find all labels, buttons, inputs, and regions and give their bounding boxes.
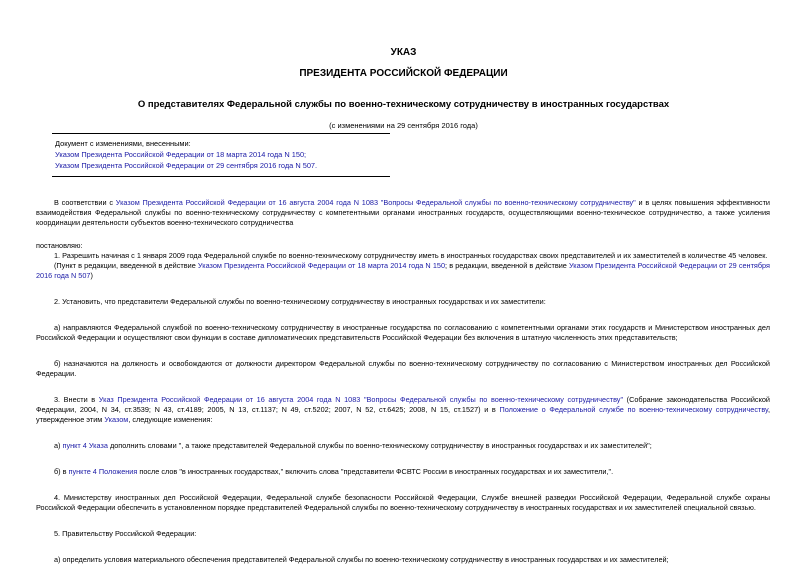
document-body bbox=[36, 198, 770, 565]
item-2a: а) направляются Федеральной службой по военно-техническому сотрудничеству в иностранные государства по согласованию с компетентными органами этих государств и Министерством иностранных дел Российской Федерации и осуществляют свои функции в составе дипломатических представительств Российской Федерации без включения в штатную численность этих представительств; bbox=[36, 323, 770, 342]
item-5: 5. Правительству Российской Федерации: bbox=[54, 529, 197, 538]
decree-point-4-link[interactable]: пункт 4 Указа bbox=[62, 441, 108, 450]
decree-1083-link[interactable]: Указом Президента Российской Федерации от 16 августа 2004 года N 1083 "Вопросы Федеральной службы по военно-техническому сотрудничеству" bbox=[115, 198, 636, 207]
decree-word: постановляю: bbox=[36, 241, 83, 250]
regulation-point-4-link[interactable]: пункте 4 Положения bbox=[68, 467, 138, 476]
item-1-note: (Пункт в редакции, введенной в действие Указом Президента Российской Федерации от 18 марта 2014 года N 150; в редакции, введенной в действие Указом Президента Российской Федерации от 29 сентября 2016 года N 507) bbox=[36, 261, 770, 280]
item-2b: б) назначаются на должность и освобождаются от должности директором Федеральной службы по военно-техническому сотрудничеству по согласованию с Министерством иностранных дел Российской Федерации. bbox=[36, 359, 770, 378]
changes-bottom-divider bbox=[52, 176, 390, 177]
issuer-heading: ПРЕЗИДЕНТА РОССИЙСКОЙ ФЕДЕРАЦИИ bbox=[299, 68, 508, 79]
changes-block bbox=[55, 138, 317, 171]
decree-link-short[interactable]: Указом bbox=[104, 415, 129, 424]
item-2: 2. Установить, что представители Федеральной службы по военно-техническому сотрудничеству в иностранных государствах и их заместители: bbox=[54, 297, 546, 306]
edition-note: (с изменениями на 29 сентября 2016 года) bbox=[329, 121, 478, 130]
preamble-paragraph: В соответствии с Указом Президента Российской Федерации от 16 августа 2004 года N 1083 "Вопросы Федеральной службы по военно-техническому сотрудничеству" и в целях повышения эффективности взаимодействия Федеральной службы по военно-техническому сотрудничеству с компетентными органами иностранных государств, осуществляющими военно-техническое сотрудничество, а также усиления координации деятельности субъектов военно-технического сотрудничества bbox=[36, 198, 770, 227]
item-5a: а) определить условия материального обеспечения представителей Федеральной службы по военно-техническому сотрудничеству в иностранных государствах и их заместителей; bbox=[54, 555, 669, 564]
item-3b: б) в пункте 4 Положения после слов "в иностранных государствах," включить слова "представители ФСВТС России в иностранных государствах и их заместители,". bbox=[54, 467, 614, 476]
note-link-2014[interactable]: Указом Президента Российской Федерации от 18 марта 2014 года N 150 bbox=[197, 261, 446, 270]
item-3: 3. Внести в Указ Президента Российской Федерации от 16 августа 2004 года N 1083 "Вопросы Федеральной службы по военно-техническому сотрудничеству" (Собрание законодательства Российской Федерации, 2004, N 34, ст.3539; N 43, ст.4189; 2005, N 13, ст.1137; N 49, ст.5202; 2007, N 52, ст.6425; 2008, N 15, ст.1527) и в Положение о Федеральной службе по военно-техническому сотрудничеству, утвержденное этим Указом, следующие изменения: bbox=[36, 395, 770, 424]
item-1: 1. Разрешить начиная с 1 января 2009 года Федеральной службе по военно-техническому сотрудничеству иметь в иностранных государствах своих представителей и их заместителей в количестве 45 человек. bbox=[54, 251, 768, 260]
amendment-link-2016[interactable]: Указом Президента Российской Федерации от 29 сентября 2016 года N 507. bbox=[55, 161, 318, 170]
changes-top-divider bbox=[52, 133, 390, 134]
item-4: 4. Министерству иностранных дел Российской Федерации, Федеральной службе безопасности Российской Федерации, Службе внешней разведки Российской Федерации, Федеральной службе охраны Российской Федерации обеспечить в установленном порядке представителей Федеральной службы по военно-техническому сотрудничеству в иностранных государствах и их заместителей специальной связью. bbox=[36, 493, 770, 512]
note-link-2016[interactable]: Указом Президента Российской Федерации от 29 сентября 2016 года N 507 bbox=[36, 261, 770, 280]
amendment-link-2014[interactable]: Указом Президента Российской Федерации от 18 марта 2014 года N 150; bbox=[55, 150, 307, 159]
item-3a: а) пункт 4 Указа дополнить словами ", а также представителей Федеральной службы по военно-техническому сотрудничеству в иностранных государствах и их заместителей"; bbox=[54, 441, 652, 450]
document-title: О представителях Федеральной службы по военно-техническому сотрудничеству в иностранных государствах bbox=[137, 99, 670, 110]
decree-1083-link-2[interactable]: Указ Президента Российской Федерации от 16 августа 2004 года N 1083 "Вопросы Федеральной службы по военно-техническому сотрудничеству" bbox=[98, 395, 624, 404]
doc-type-heading: УКАЗ bbox=[390, 47, 417, 58]
regulation-link[interactable]: Положение о Федеральной службе по военно-техническому сотрудничеству bbox=[499, 405, 768, 414]
changes-intro: Документ с изменениями, внесенными: bbox=[55, 139, 191, 148]
